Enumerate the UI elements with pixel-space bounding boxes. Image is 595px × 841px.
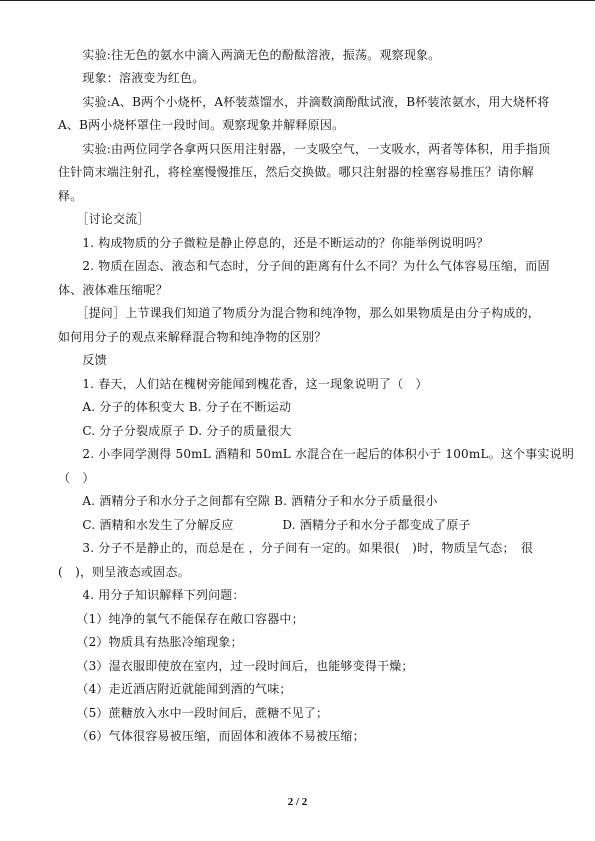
page-top-border bbox=[0, 0, 595, 1]
text-line: A. 酒精分子和水分子之间都有空隙 B. 酒精分子和水分子质量很小 bbox=[58, 494, 438, 508]
text-line: A. 分子的体积变大 B. 分子在不断运动 bbox=[58, 400, 292, 414]
text-line: 体、液体难压缩呢？ bbox=[58, 283, 168, 297]
page-number: 2 / 2 bbox=[287, 796, 308, 808]
text-line: 1. 春天，人们站在槐树旁能闻到槐花香，这一现象说明了（ ） bbox=[58, 377, 428, 391]
text-line: 实验:由两位同学各拿两只医用注射器，一支吸空气，一支吸水，两者等体积，用手指顶 bbox=[58, 142, 551, 156]
text-line: 住针筒末端注射孔，将栓塞慢慢推压，然后交换做。哪只注射器的栓塞容易推压？请你解 bbox=[58, 165, 534, 179]
text-line: 3. 分子不是静止的，而总是在 ，分子间有一定的。如果很( )时，物质呈气态； 很 bbox=[58, 541, 534, 555]
section-heading: ［讨论交流］ bbox=[58, 212, 150, 226]
text-line: 4. 用分子知识解释下列问题： bbox=[58, 588, 245, 602]
text-line: C. 酒精和水发生了分解反应 D. 酒精分子和水分子都变成了原子 bbox=[58, 518, 471, 532]
text-line: （ ） bbox=[58, 471, 95, 485]
text-line: 现象：溶液变为红色。 bbox=[58, 71, 205, 85]
text-line: （2）物质具有热胀冷缩现象； bbox=[58, 635, 243, 649]
text-line: A、B两小烧杯罩住一段时间。观察现象并解释原因。 bbox=[58, 118, 345, 132]
text-line: C. 分子分裂成原子 D. 分子的质量很大 bbox=[58, 424, 292, 438]
text-line: 1. 构成物质的分子微粒是静止停息的，还是不断运动的？你能举例说明吗？ bbox=[58, 236, 489, 250]
text-line: （5）蔗糖放入水中一段时间后，蔗糖不见了； bbox=[58, 706, 329, 720]
text-line: （1）纯净的氧气不能保存在敞口容器中； bbox=[58, 612, 304, 626]
text-line: ［提问］上节课我们知道了物质分为混合物和纯净物，那么如果物质是由分子构成的， bbox=[58, 306, 541, 320]
text-line: 2. 小李同学测得 50mL 酒精和 50mL 水混合在一起后的体积小于 100mL。这个事实说明 bbox=[58, 447, 575, 461]
text-line: 如何用分子的观点来解释混合物和纯净物的区别？ bbox=[58, 330, 327, 344]
text-line: 释。 bbox=[58, 189, 83, 203]
text-line: （4）走近酒店附近就能闻到酒的气味； bbox=[58, 682, 292, 696]
text-line: 实验:往无色的氨水中滴入两滴无色的酚酞溶液，振荡。观察现象。 bbox=[58, 48, 441, 62]
text-line: （6）气体很容易被压缩，而固体和液体不易被压缩； bbox=[58, 729, 365, 743]
text-line: ( )，则呈液态或固态。 bbox=[58, 565, 190, 579]
section-heading: 反馈 bbox=[58, 353, 107, 367]
text-line: 实验:A、B两个小烧杯，A杯装蒸馏水，并滴数滴酚酞试液，B杯装浓氨水，用大烧杯将 bbox=[58, 95, 550, 109]
text-line: （3）湿衣服即使放在室内，过一段时间后，也能够变得干燥； bbox=[58, 659, 414, 673]
text-line: 2. 物质在固态、液态和气态时，分子间的距离有什么不同？为什么气体容易压缩，而固 bbox=[58, 259, 550, 273]
